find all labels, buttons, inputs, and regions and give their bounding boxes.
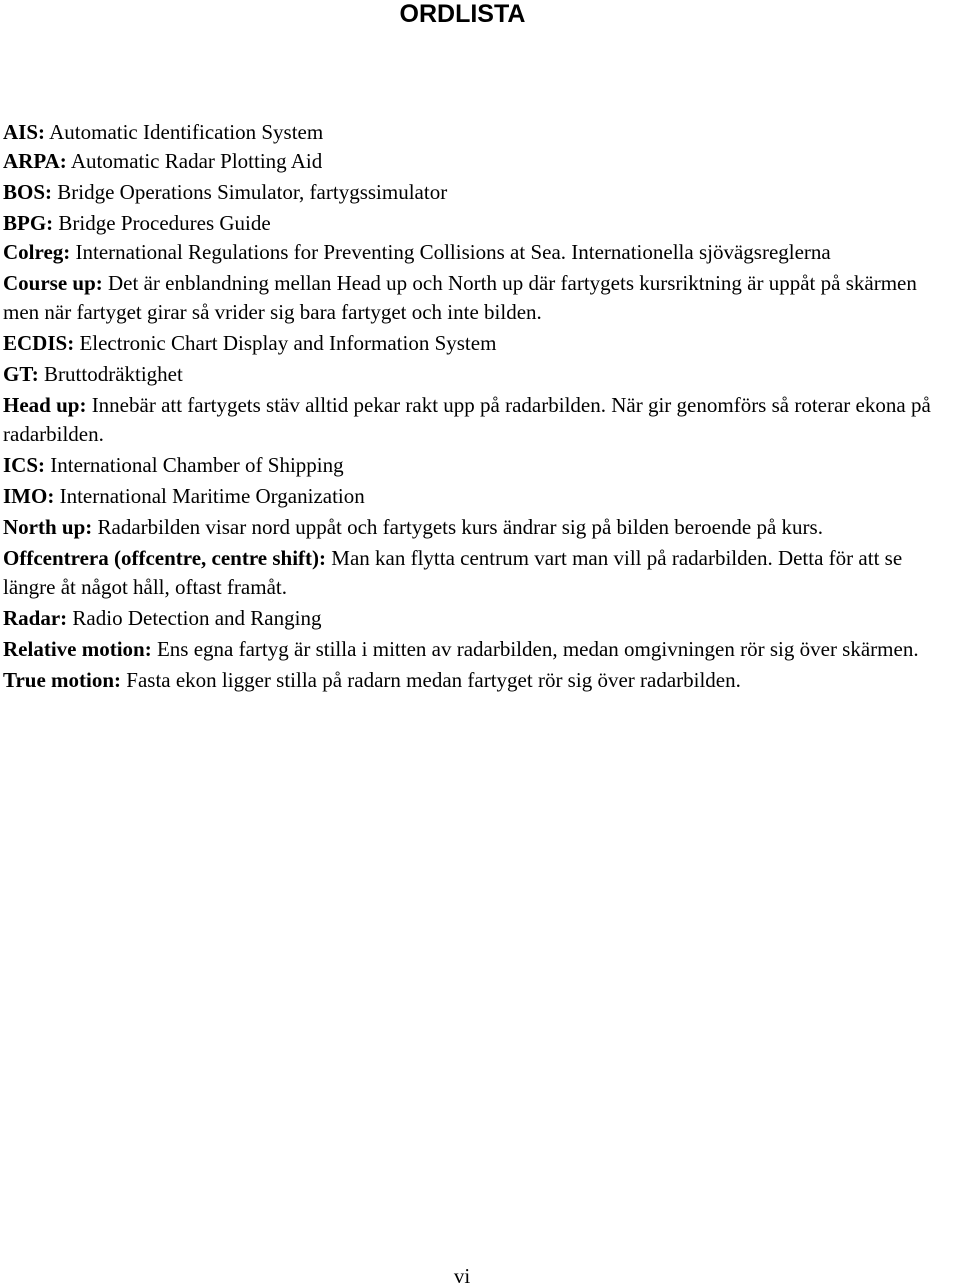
glossary-definition: International Regulations for Preventing Collisions at Sea. Internationella sjövägsreglerna xyxy=(75,240,831,264)
glossary-entry xyxy=(3,118,958,147)
glossary-term: GT: xyxy=(3,362,39,386)
glossary-term: ARPA: xyxy=(3,149,67,173)
glossary-term: AIS: xyxy=(3,120,46,144)
glossary-term: North up: xyxy=(3,515,93,539)
glossary-entry xyxy=(3,544,958,602)
glossary-entry xyxy=(3,269,958,327)
glossary-definition: Bridge Operations Simulator, fartygssimulator xyxy=(57,180,448,204)
glossary-term: Head up: xyxy=(3,393,87,417)
glossary-definition: Ens egna fartyg är stilla i mitten av radarbilden, medan omgivningen rör sig över skärmen. xyxy=(156,637,919,661)
glossary-entry xyxy=(3,360,958,389)
glossary-term: Colreg: xyxy=(3,240,71,264)
glossary-entry xyxy=(3,238,958,267)
glossary-definition: International Maritime Organization xyxy=(59,484,365,508)
glossary-definition: Automatic Identification System xyxy=(49,120,324,144)
glossary-entry xyxy=(3,147,958,176)
glossary-term: Offcentrera (offcentre, centre shift): xyxy=(3,546,327,570)
glossary-term: Course up: xyxy=(3,271,103,295)
glossary-definition: Det är enblandning mellan Head up och North up där fartygets kursriktning är uppåt på skärmen men när fartyget girar så vrider sig bara fartyget och inte bilden. xyxy=(3,271,917,324)
glossary-definition: Radarbilden visar nord uppåt och fartygets kurs ändrar sig på bilden beroende på kurs. xyxy=(97,515,823,539)
glossary-entry xyxy=(3,451,958,480)
glossary-term: ICS: xyxy=(3,453,46,477)
glossary-term: ECDIS: xyxy=(3,331,75,355)
glossary-definition: Man kan flytta centrum vart man vill på radarbilden. Detta för att se längre åt något håll, oftast framåt. xyxy=(3,546,903,599)
glossary-entry xyxy=(3,635,958,664)
glossary-entry xyxy=(3,604,958,633)
glossary-definition: Fasta ekon ligger stilla på radarn medan fartyget rör sig över radarbilden. xyxy=(126,668,741,692)
glossary-definition: Innebär att fartygets stäv alltid pekar rakt upp på radarbilden. När gir genomförs så roterar ekona på radarbilden. xyxy=(3,393,931,446)
glossary-term: True motion: xyxy=(3,668,122,692)
glossary-definition: Bruttodräktighet xyxy=(44,362,183,386)
glossary-entry xyxy=(3,513,958,542)
glossary-definition: Electronic Chart Display and Information System xyxy=(79,331,497,355)
page-title: ORDLISTA xyxy=(399,0,526,28)
glossary-term: Radar: xyxy=(3,606,68,630)
glossary-definition: International Chamber of Shipping xyxy=(50,453,344,477)
glossary-entry xyxy=(3,391,958,449)
glossary-definition: Radio Detection and Ranging xyxy=(72,606,322,630)
glossary-entry xyxy=(3,329,958,358)
page-number: vi xyxy=(453,1264,471,1288)
glossary-definition: Bridge Procedures Guide xyxy=(58,211,271,235)
glossary-term: BOS: xyxy=(3,180,53,204)
glossary-entry xyxy=(3,209,958,238)
glossary-term: BPG: xyxy=(3,211,54,235)
glossary-entry xyxy=(3,482,958,511)
glossary-definition: Automatic Radar Plotting Aid xyxy=(70,149,323,173)
glossary-list xyxy=(3,118,958,697)
glossary-term: IMO: xyxy=(3,484,55,508)
glossary-term: Relative motion: xyxy=(3,637,152,661)
glossary-entry xyxy=(3,666,958,695)
glossary-entry xyxy=(3,178,958,207)
